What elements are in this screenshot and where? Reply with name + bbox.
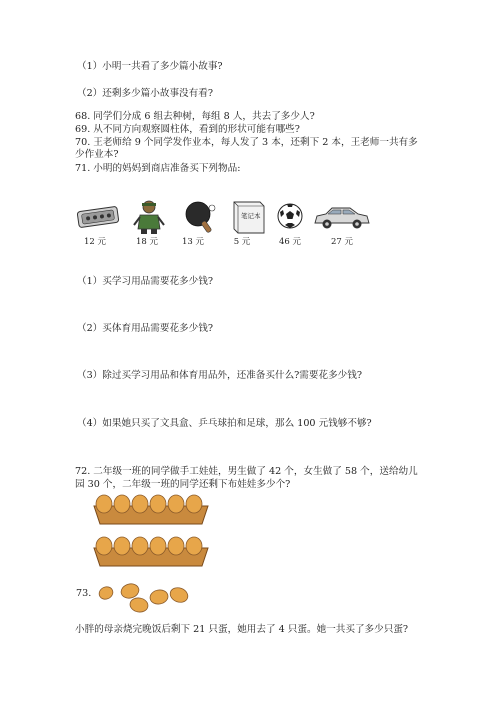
q69-text: 69. 从不同方向观察圆柱体，看到的形状可能有哪些? <box>75 124 300 135</box>
q67-sub1: （1）小明一共看了多少篇小故事? <box>77 61 223 72</box>
q71-price: 13 元 <box>181 237 205 247</box>
q72-text-line2: 园 30 个，二年级一班的同学还剩下布娃娃多少个? <box>75 479 291 490</box>
q71-sub2: （2）买体育用品需要花多少钱? <box>77 323 213 334</box>
q71-price: 18 元 <box>135 237 159 247</box>
q71-item-row <box>74 199 364 251</box>
toy-figure-icon <box>124 199 174 235</box>
q71-price: 5 元 <box>233 237 251 247</box>
q70-text-line1: 70. 王老师给 9 个同学发作业本，每人发了 3 本，还剩下 2 本，王老师一共有多 <box>75 137 418 148</box>
q73-text: 小胖的母亲烧完晚饭后剩下 21 只蛋，她用去了 4 只蛋。她一共买了多少只蛋? <box>75 624 409 635</box>
egg-tray <box>94 495 208 524</box>
notebook-label: 笔记本 <box>241 212 261 220</box>
q71-price: 46 元 <box>278 237 302 247</box>
q68-text: 68. 同学们分成 6 组去种树，每组 8 人，共去了多少人? <box>75 111 315 122</box>
q70-text-line2: 少作业本? <box>75 149 119 160</box>
q72-text-line1: 72. 二年级一班的同学做手工娃娃，男生做了 42 个，女生做了 58 个，送给幼儿 <box>75 466 418 477</box>
egg-tray <box>94 537 208 566</box>
q71-item <box>74 199 124 251</box>
q71-sub3: （3）除过买学习用品和体育用品外，还准备买什么?需要花多少钱? <box>77 370 363 381</box>
notebook-icon <box>224 199 274 235</box>
loose-eggs-image <box>97 581 192 615</box>
q67-sub2: （2）还剩多少篇小故事没有看? <box>77 88 213 99</box>
q71-item <box>124 199 174 251</box>
q71-price: 27 元 <box>330 237 354 247</box>
q71-item <box>312 199 372 251</box>
q71-price: 12 元 <box>83 237 107 247</box>
toy-car-icon <box>312 199 372 235</box>
egg-trays-image <box>90 492 212 572</box>
q73-number: 73. <box>76 588 92 599</box>
pencil-case-icon <box>74 199 124 235</box>
ping-pong-paddle-icon <box>174 199 224 235</box>
q71-sub4: （4）如果她只买了文具盒、乒乓球拍和足球，那么 100 元钱够不够? <box>77 418 372 429</box>
q71-sub1: （1）买学习用品需要花多少钱? <box>77 276 213 287</box>
q71-title: 71. 小明的妈妈到商店准备买下列物品: <box>75 163 241 174</box>
